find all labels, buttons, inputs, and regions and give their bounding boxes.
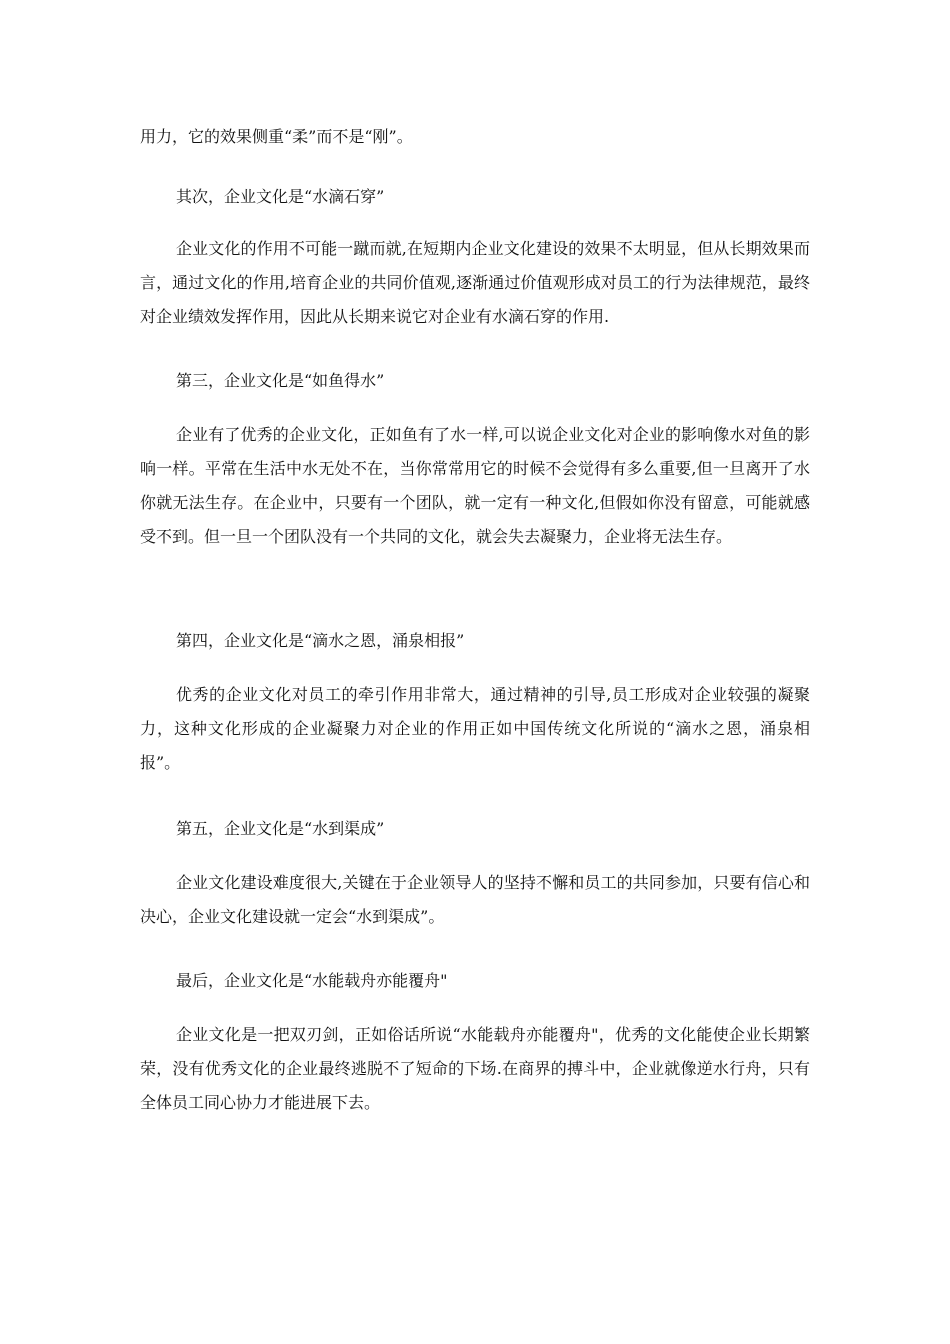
- paragraph-third: 企业有了优秀的企业文化，正如鱼有了水一样,可以说企业文化对企业的影响像水对鱼的影响一样。平常在生活中水无处不在，当你常常用它的时候不会觉得有多么重要,但一旦离开了水你就无法生存。在企业中，只要有一个团队，就一定有一种文化,但假如你没有留意，可能就感受不到。但一旦一个团队没有一个共同的文化，就会失去凝聚力，企业将无法生存。: [140, 425, 810, 546]
- paragraph-continuation: 用力，它的效果侧重“柔”而不是“刚”。: [140, 127, 413, 146]
- paragraph-second: 企业文化的作用不可能一蹴而就,在短期内企业文化建设的效果不太明显，但从长期效果而言，通过文化的作用,培育企业的共同价值观,逐渐通过价值观形成对员工的行为法律规范，最终对企业绩效发挥作用，因此从长期来说它对企业有水滴石穿的作用.: [140, 239, 810, 326]
- paragraph-fourth: 优秀的企业文化对员工的牵引作用非常大，通过精神的引导,员工形成对企业较强的凝聚力，这种文化形成的企业凝聚力对企业的作用正如中国传统文化所说的“滴水之恩，涌泉相报”。: [140, 685, 810, 772]
- paragraph-fifth: 企业文化建设难度很大,关键在于企业领导人的坚持不懈和员工的共同参加，只要有信心和决心，企业文化建设就一定会“水到渠成”。: [140, 873, 810, 926]
- heading-fourth: 第四，企业文化是“滴水之恩，涌泉相报”: [176, 631, 465, 650]
- paragraph-last: 企业文化是一把双刃剑，正如俗话所说“水能载舟亦能覆舟"，优秀的文化能使企业长期繁荣，没有优秀文化的企业最终逃脱不了短命的下场.在商界的搏斗中，企业就像逆水行舟，只有全体员工同心协力才能进展下去。: [140, 1025, 810, 1112]
- heading-last: 最后，企业文化是“水能载舟亦能覆舟": [176, 971, 448, 990]
- heading-third: 第三，企业文化是“如鱼得水”: [176, 371, 385, 390]
- heading-second: 其次，企业文化是“水滴石穿”: [176, 187, 385, 206]
- heading-fifth: 第五，企业文化是“水到渠成”: [176, 819, 385, 838]
